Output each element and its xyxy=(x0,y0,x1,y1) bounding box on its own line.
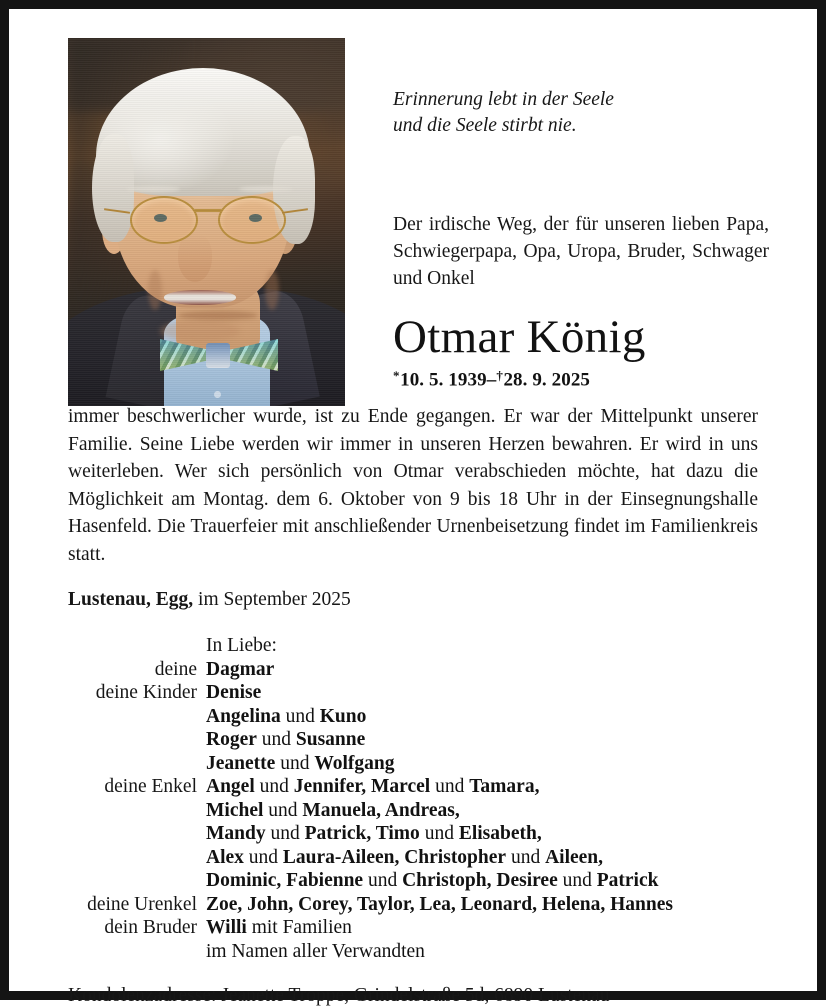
family-member-names: Jeanette und Wolfgang xyxy=(206,752,395,774)
bowtie-wing-right xyxy=(228,334,278,376)
family-member-names: Dagmar xyxy=(206,658,275,680)
place-and-date xyxy=(68,589,758,611)
header-text-column xyxy=(393,9,769,391)
eyebrow-right xyxy=(239,186,293,192)
family-row xyxy=(9,752,817,776)
family-row xyxy=(9,681,817,705)
place-name: Lustenau, Egg, xyxy=(68,589,194,610)
eyebrow-left xyxy=(126,186,180,192)
in-liebe-label: In Liebe: xyxy=(206,635,277,656)
epigraph xyxy=(393,87,769,139)
smile-line-left xyxy=(148,270,162,310)
family-member-names: Denise xyxy=(206,682,262,703)
family-member-names: Mandy und Patrick, Timo und Elisabeth, xyxy=(206,823,542,844)
family-closing-row xyxy=(9,940,817,964)
condolence-address: Kondolenzadresse: Jeanette Troppe, Grindelstraße 5d, 6890 Lustenau xyxy=(68,985,610,1006)
death-date: 28. 9. 2025 xyxy=(503,369,591,391)
family-member-names: Roger und Susanne xyxy=(206,729,366,750)
family-row xyxy=(9,658,817,682)
family-relation-label: deine Kinder xyxy=(95,682,197,703)
family-heading-row xyxy=(9,634,817,658)
family-member-names: Dominic, Fabienne und Christoph, Desiree und Patrick xyxy=(206,870,659,891)
family-member-names: Zoe, John, Corey, Taylor, Lea, Leonard, Helena, Hannes xyxy=(206,893,673,915)
glasses-temple-left xyxy=(104,208,130,214)
epigraph-line-2: und die Seele stirbt nie. xyxy=(393,115,577,136)
bowtie-knot xyxy=(206,343,230,368)
death-symbol: † xyxy=(496,368,503,383)
family-relation-label: deine Enkel xyxy=(104,776,197,797)
family-relation-label: deine Urenkel xyxy=(87,893,197,915)
family-member-names: Alex und Laura-Aileen, Christopher und Aileen, xyxy=(206,846,604,868)
family-list xyxy=(9,634,817,963)
family-row xyxy=(9,728,817,752)
smile-line-right xyxy=(265,270,279,310)
family-row xyxy=(9,869,817,893)
deceased-name: Otmar König xyxy=(393,311,646,363)
intro-text: Der irdische Weg, der für unseren lieben Papa, Schwiegerpapa, Opa, Uropa, Bruder, Schwager und Onkel xyxy=(393,214,769,289)
shirt-button xyxy=(214,391,221,398)
family-rows-container xyxy=(9,658,817,940)
family-row xyxy=(9,846,817,870)
life-dates xyxy=(393,368,769,391)
notice-inner xyxy=(9,9,817,1006)
family-row xyxy=(9,822,817,846)
eye-right xyxy=(249,214,262,222)
chin-shadow xyxy=(160,320,240,342)
family-member-names: Angelina und Kuno xyxy=(206,705,367,727)
family-row xyxy=(9,916,817,940)
birth-symbol: * xyxy=(393,368,400,383)
family-member-names: Willi mit Familien xyxy=(206,917,352,938)
mouth-shape xyxy=(164,290,236,305)
family-row xyxy=(9,893,817,917)
family-member-names: Angel und Jennifer, Marcel und Tamara, xyxy=(206,776,540,797)
glasses-bridge xyxy=(194,209,222,212)
epigraph-line-1: Erinnerung lebt in der Seele xyxy=(393,89,614,110)
notice-header-area xyxy=(9,9,817,389)
family-relation-label: deine xyxy=(154,658,197,680)
date-separator: – xyxy=(486,369,497,391)
family-member-names: Michel und Manuela, Andreas, xyxy=(206,799,460,821)
family-row xyxy=(9,775,817,799)
eye-left xyxy=(154,214,167,222)
body-paragraph: immer beschwerlicher wurde, ist zu Ende gegangen. Er war der Mittelpunkt unserer Familie. Seine Liebe werden wir immer in unseren Herzen bewahren. Er wird in uns weiterleben. Wer sich persönlich von Otmar verabschieden möchte, hat dazu die Möglichkeit am Montag. dem 6. Oktober von 9 bis 18 Uhr in der Einsegnungshalle Hasenfeld. Die Trauerfeier mit anschließender Urnenbeisetzung findet im Familienkreis statt. xyxy=(68,406,758,565)
neck-fold xyxy=(178,311,258,320)
eyeglasses xyxy=(108,196,304,242)
closing-line: im Namen aller Verwandten xyxy=(206,940,425,962)
family-row xyxy=(9,705,817,729)
family-relation-label: dein Bruder xyxy=(104,917,197,938)
notice-month: im September 2025 xyxy=(193,589,351,610)
portrait-image xyxy=(68,38,345,406)
birth-date: 10. 5. 1939 xyxy=(400,369,487,391)
portrait-photo xyxy=(68,38,345,406)
family-row xyxy=(9,799,817,823)
nose-shape xyxy=(178,234,212,282)
